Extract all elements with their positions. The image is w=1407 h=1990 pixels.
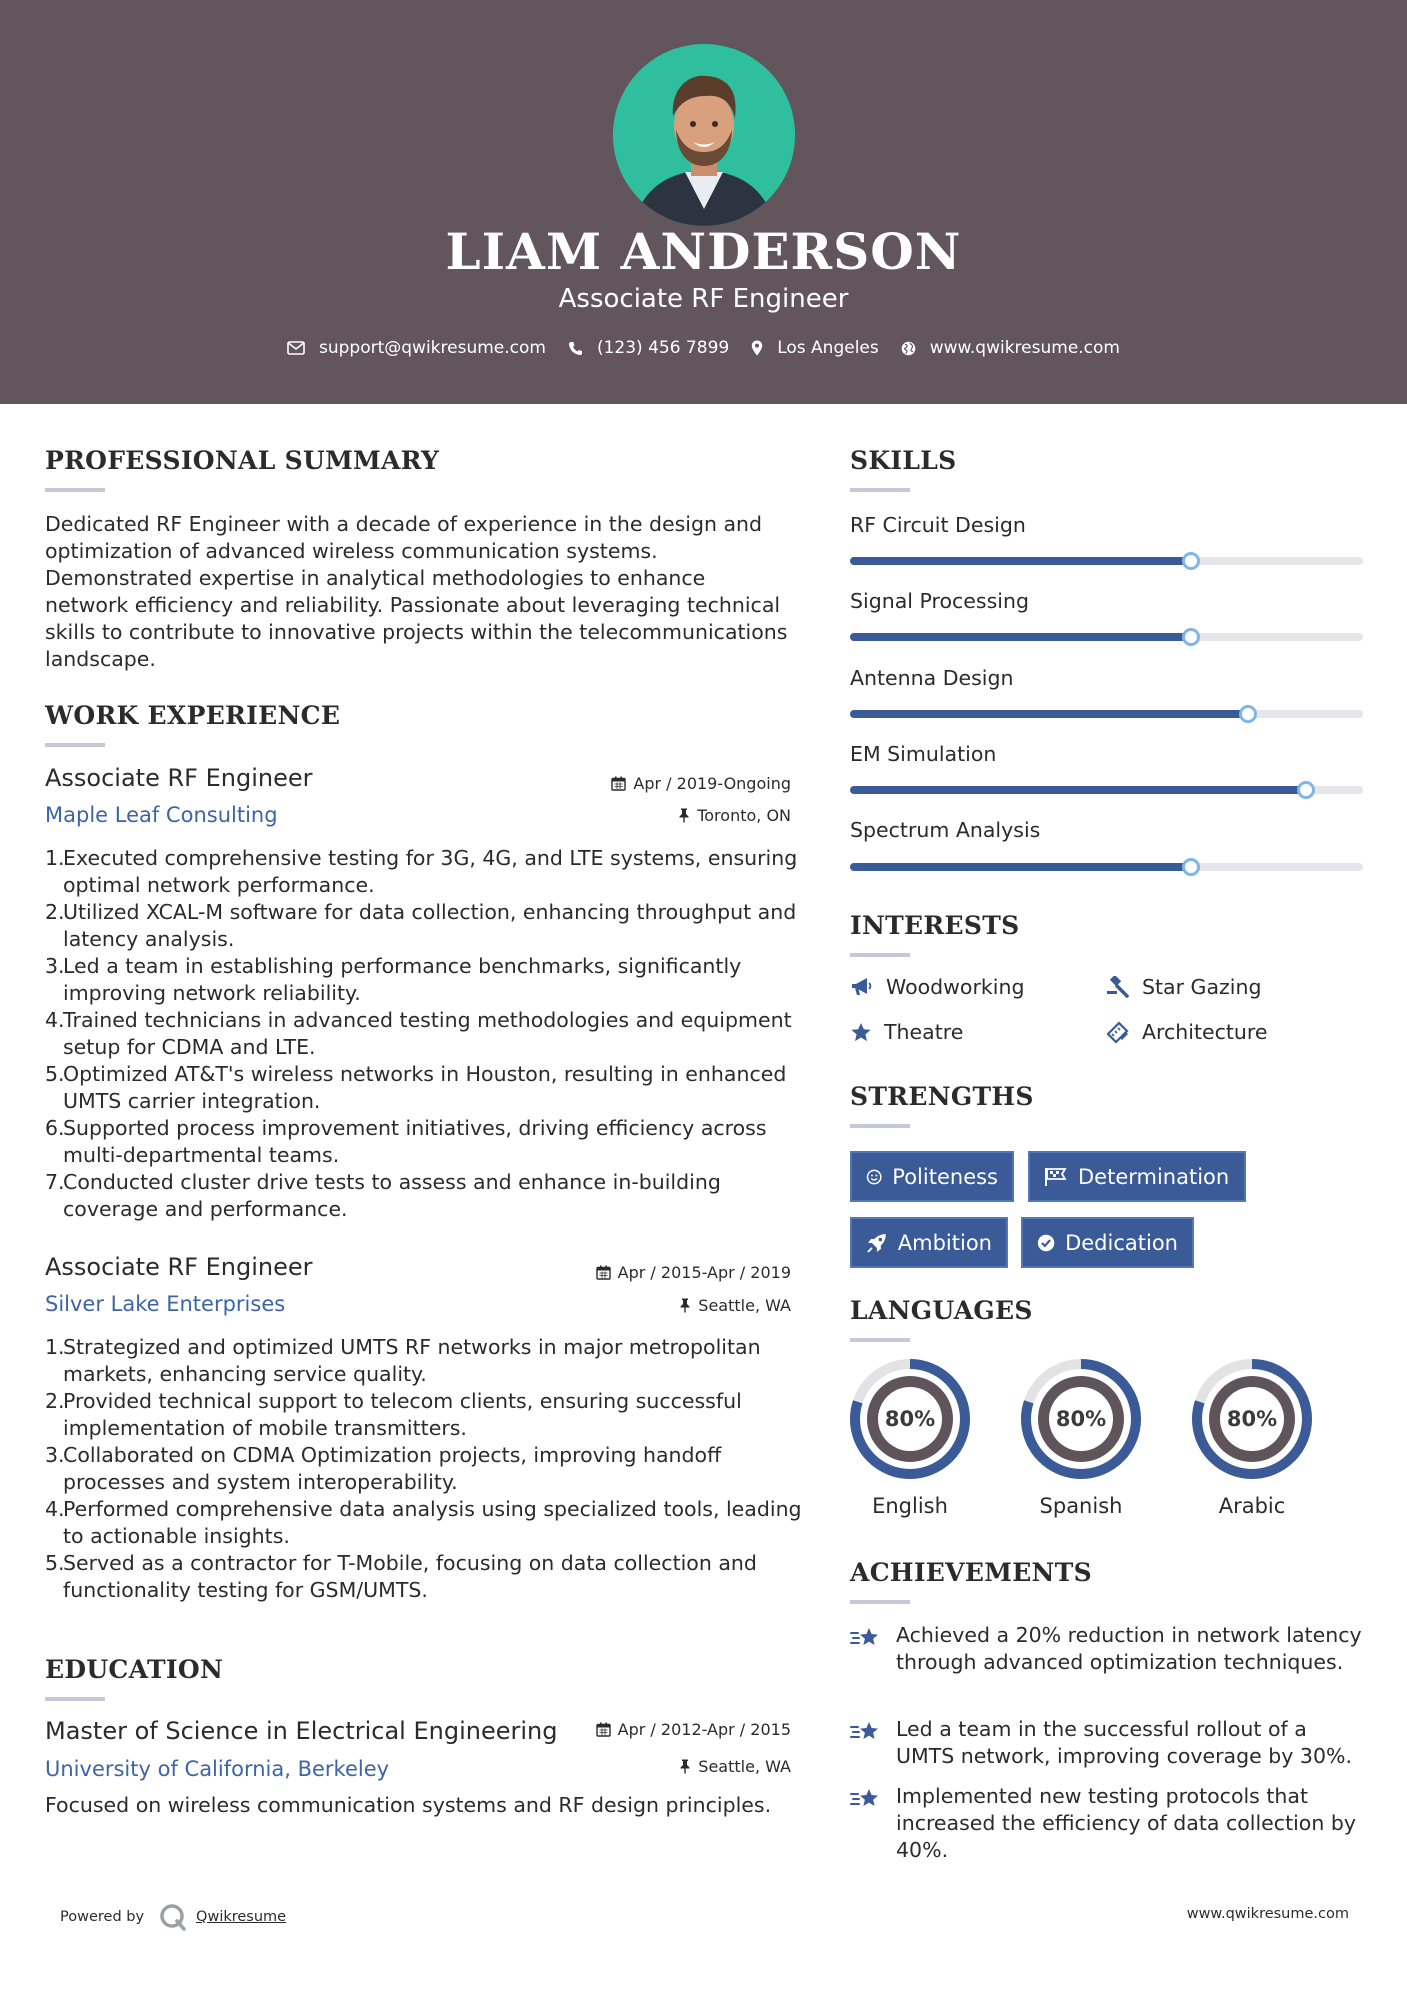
summary-heading: PROFESSIONAL SUMMARY: [45, 446, 440, 475]
resume-header: [0, 0, 1407, 404]
list-item: 1. Executed comprehensive testing for 3G, 4G, and LTE systems, ensuring optimal network performance.: [45, 846, 798, 897]
strength-label: Dedication: [1065, 1230, 1178, 1255]
achievement-item: [850, 1783, 1370, 1864]
company-name: Silver Lake Enterprises: [45, 1292, 286, 1316]
language-percent: 80%: [1226, 1407, 1278, 1431]
person-photo-icon: [613, 44, 795, 226]
strengths-heading: STRENGTHS: [850, 1082, 1034, 1111]
language-percent: 80%: [1055, 1407, 1107, 1431]
skill-bar: [850, 863, 1363, 871]
contact-email[interactable]: [287, 338, 546, 358]
skill-bar-knob: [1297, 781, 1315, 799]
job-responsibilities: [45, 1334, 805, 1604]
skill-name: Signal Processing: [850, 589, 1029, 613]
job-date-text: Apr / 2019-Ongoing: [633, 774, 791, 793]
strength-badge: [850, 1151, 1014, 1202]
gavel-icon: [1106, 976, 1130, 998]
language-percent: 80%: [884, 1407, 936, 1431]
achievement-text: Achieved a 20% reduction in network latency through advanced optimization techniques.: [896, 1623, 1362, 1674]
contact-location: [751, 338, 879, 358]
globe-icon: [901, 341, 916, 356]
map-pin-icon: [751, 340, 763, 356]
flag-icon: [1044, 1167, 1068, 1187]
ruler-pencil-icon: [1106, 1021, 1130, 1043]
skill-name: RF Circuit Design: [850, 513, 1026, 537]
skills-heading: SKILLS: [850, 446, 957, 475]
list-item: 5. Optimized AT&T's wireless networks in Houston, resulting in enhanced UMTS carrier integration.: [45, 1062, 787, 1113]
interest-item: [1106, 975, 1261, 999]
list-item: 3. Led a team in establishing performance benchmarks, significantly improving network reliability.: [45, 954, 742, 1005]
achievements-underline: [850, 1600, 910, 1604]
check-circle-icon: [1037, 1232, 1055, 1254]
qwikresume-link[interactable]: Qwikresume: [196, 1909, 287, 1925]
list-item: 7. Conducted cluster drive tests to assess and enhance in-building coverage and performance.: [45, 1170, 721, 1221]
pushpin-icon: [679, 1759, 691, 1774]
summary-underline: [45, 488, 105, 492]
list-item: 6. Supported process improvement initiatives, driving efficiency across multi-departmental teams.: [45, 1116, 767, 1167]
education-heading: EDUCATION: [45, 1655, 224, 1684]
language-donut: [848, 1357, 972, 1485]
education-location: [679, 1757, 791, 1776]
education-underline: [45, 1697, 105, 1701]
candidate-name: LIAM ANDERSON: [445, 222, 962, 281]
school-name: University of California, Berkeley: [45, 1757, 390, 1781]
list-item: 3. Collaborated on CDMA Optimization projects, improving handoff processes and system interoperability.: [45, 1443, 722, 1494]
job-date-text: Apr / 2015-Apr / 2019: [617, 1263, 791, 1282]
skill-bar-fill: [850, 557, 1191, 565]
candidate-role: Associate RF Engineer: [558, 284, 849, 314]
achievements-heading: ACHIEVEMENTS: [850, 1558, 1092, 1587]
list-item: 4. Performed comprehensive data analysis using specialized tools, leading to actionable insights.: [45, 1497, 802, 1548]
skill-bar-fill: [850, 863, 1191, 871]
envelope-icon: [287, 341, 305, 355]
list-item: 1. Strategized and optimized UMTS RF networks in major metropolitan markets, enhancing service quality.: [45, 1335, 761, 1386]
summary-text: Dedicated RF Engineer with a decade of experience in the design and optimization of advanced wireless communication systems. Demonstrated expertise in analytical methodologies to enhance network efficiency and reliability. Passionate about leveraging technical skills to contribute to innovative projects within the telecommunications landscape.: [45, 512, 788, 671]
list-item: 5. Served as a contractor for T-Mobile, focusing on data collection and functionality testing for GSM/UMTS.: [45, 1551, 757, 1602]
strength-badge: [850, 1217, 1008, 1268]
list-item: 4. Trained technicians in advanced testing methodologies and equipment setup for CDMA and LTE.: [45, 1008, 792, 1059]
strength-label: Politeness: [892, 1164, 998, 1189]
job-date: [596, 1263, 791, 1282]
job-title: Associate RF Engineer: [45, 764, 313, 792]
pushpin-icon: [678, 808, 690, 823]
skill-bar-fill: [850, 710, 1248, 718]
contact-email-text: support@qwikresume.com: [319, 338, 546, 358]
education-description: Focused on wireless communication systems and RF design principles.: [45, 1793, 772, 1817]
shooting-star-icon: [850, 1624, 882, 1652]
interests-underline: [850, 953, 910, 957]
qwikresume-logo-icon: [158, 1902, 188, 1932]
profile-photo: [613, 44, 795, 226]
interest-item: [850, 1020, 963, 1044]
experience-underline: [45, 743, 105, 747]
job-location: [678, 806, 791, 825]
skills-underline: [850, 488, 910, 492]
list-item: 2. Provided technical support to telecom clients, ensuring successful implementation of mobile transmitters.: [45, 1389, 742, 1440]
job-responsibilities: [45, 845, 805, 1223]
degree-title: Master of Science in Electrical Engineering: [45, 1717, 558, 1745]
pushpin-icon: [679, 1298, 691, 1313]
footer-branding: [60, 1902, 286, 1932]
list-item: 2. Utilized XCAL-M software for data collection, enhancing throughput and latency analysis.: [45, 900, 797, 951]
skill-bar: [850, 557, 1363, 565]
skill-bar: [850, 786, 1363, 794]
experience-heading: WORK EXPERIENCE: [45, 701, 341, 730]
footer-website[interactable]: www.qwikresume.com: [1186, 1906, 1349, 1922]
shooting-star-icon: [850, 1785, 882, 1813]
languages-heading: LANGUAGES: [850, 1296, 1033, 1325]
job-date: [611, 774, 791, 793]
achievement-item: [850, 1716, 1370, 1770]
language-name: Spanish: [1039, 1494, 1123, 1518]
education-date-text: Apr / 2012-Apr / 2015: [617, 1720, 791, 1739]
strength-label: Determination: [1078, 1164, 1230, 1189]
job-location: [679, 1296, 791, 1315]
calendar-icon: [611, 776, 626, 791]
contact-website[interactable]: [901, 338, 1120, 358]
interest-label: Architecture: [1142, 1020, 1268, 1044]
job-location-text: Toronto, ON: [697, 806, 791, 825]
language-donut: [1190, 1357, 1314, 1485]
skill-name: EM Simulation: [850, 742, 997, 766]
powered-by-label: Powered by: [60, 1909, 145, 1925]
achievement-item: [850, 1622, 1370, 1676]
star-icon: [850, 1022, 872, 1043]
calendar-icon: [596, 1722, 611, 1737]
interest-label: Star Gazing: [1142, 975, 1262, 999]
phone-icon: [568, 341, 583, 356]
contact-location-text: Los Angeles: [777, 338, 879, 358]
megaphone-icon: [850, 977, 874, 997]
job-title: Associate RF Engineer: [45, 1253, 313, 1281]
skill-bar-knob: [1182, 858, 1200, 876]
language-name: English: [872, 1494, 948, 1518]
achievement-text: Led a team in the successful rollout of a UMTS network, improving coverage by 30%.: [896, 1717, 1353, 1768]
achievement-text: Implemented new testing protocols that increased the efficiency of data collection by 40%.: [896, 1784, 1356, 1862]
language-name: Arabic: [1218, 1494, 1286, 1518]
skill-bar-knob: [1239, 705, 1257, 723]
contact-website-text: www.qwikresume.com: [929, 338, 1120, 358]
language-donut: [1019, 1357, 1143, 1485]
education-location-text: Seattle, WA: [698, 1757, 791, 1776]
skill-bar-knob: [1182, 552, 1200, 570]
smile-icon: [866, 1166, 882, 1188]
strengths-underline: [850, 1124, 910, 1128]
interests-heading: INTERESTS: [850, 911, 1020, 940]
contact-phone-text: (123) 456 7899: [596, 338, 730, 358]
interest-label: Woodworking: [886, 975, 1025, 999]
calendar-icon: [596, 1265, 611, 1280]
skill-name: Antenna Design: [850, 666, 1014, 690]
strength-badge: [1028, 1151, 1246, 1202]
interest-item: [850, 975, 1024, 999]
strength-badge: [1021, 1217, 1194, 1268]
rocket-icon: [866, 1232, 888, 1254]
contact-bar: [0, 338, 1407, 358]
skill-bar: [850, 710, 1363, 718]
skill-bar-knob: [1182, 628, 1200, 646]
skill-name: Spectrum Analysis: [850, 818, 1041, 842]
contact-phone[interactable]: [568, 338, 729, 358]
interest-item: [1106, 1020, 1268, 1044]
interest-label: Theatre: [884, 1020, 964, 1044]
skill-bar-fill: [850, 786, 1306, 794]
skill-bar-fill: [850, 633, 1191, 641]
company-name: Maple Leaf Consulting: [45, 803, 278, 827]
languages-underline: [850, 1338, 910, 1342]
skill-bar: [850, 633, 1363, 641]
strength-label: Ambition: [897, 1230, 992, 1255]
shooting-star-icon: [850, 1718, 882, 1746]
education-date: [596, 1720, 791, 1739]
job-location-text: Seattle, WA: [698, 1296, 791, 1315]
